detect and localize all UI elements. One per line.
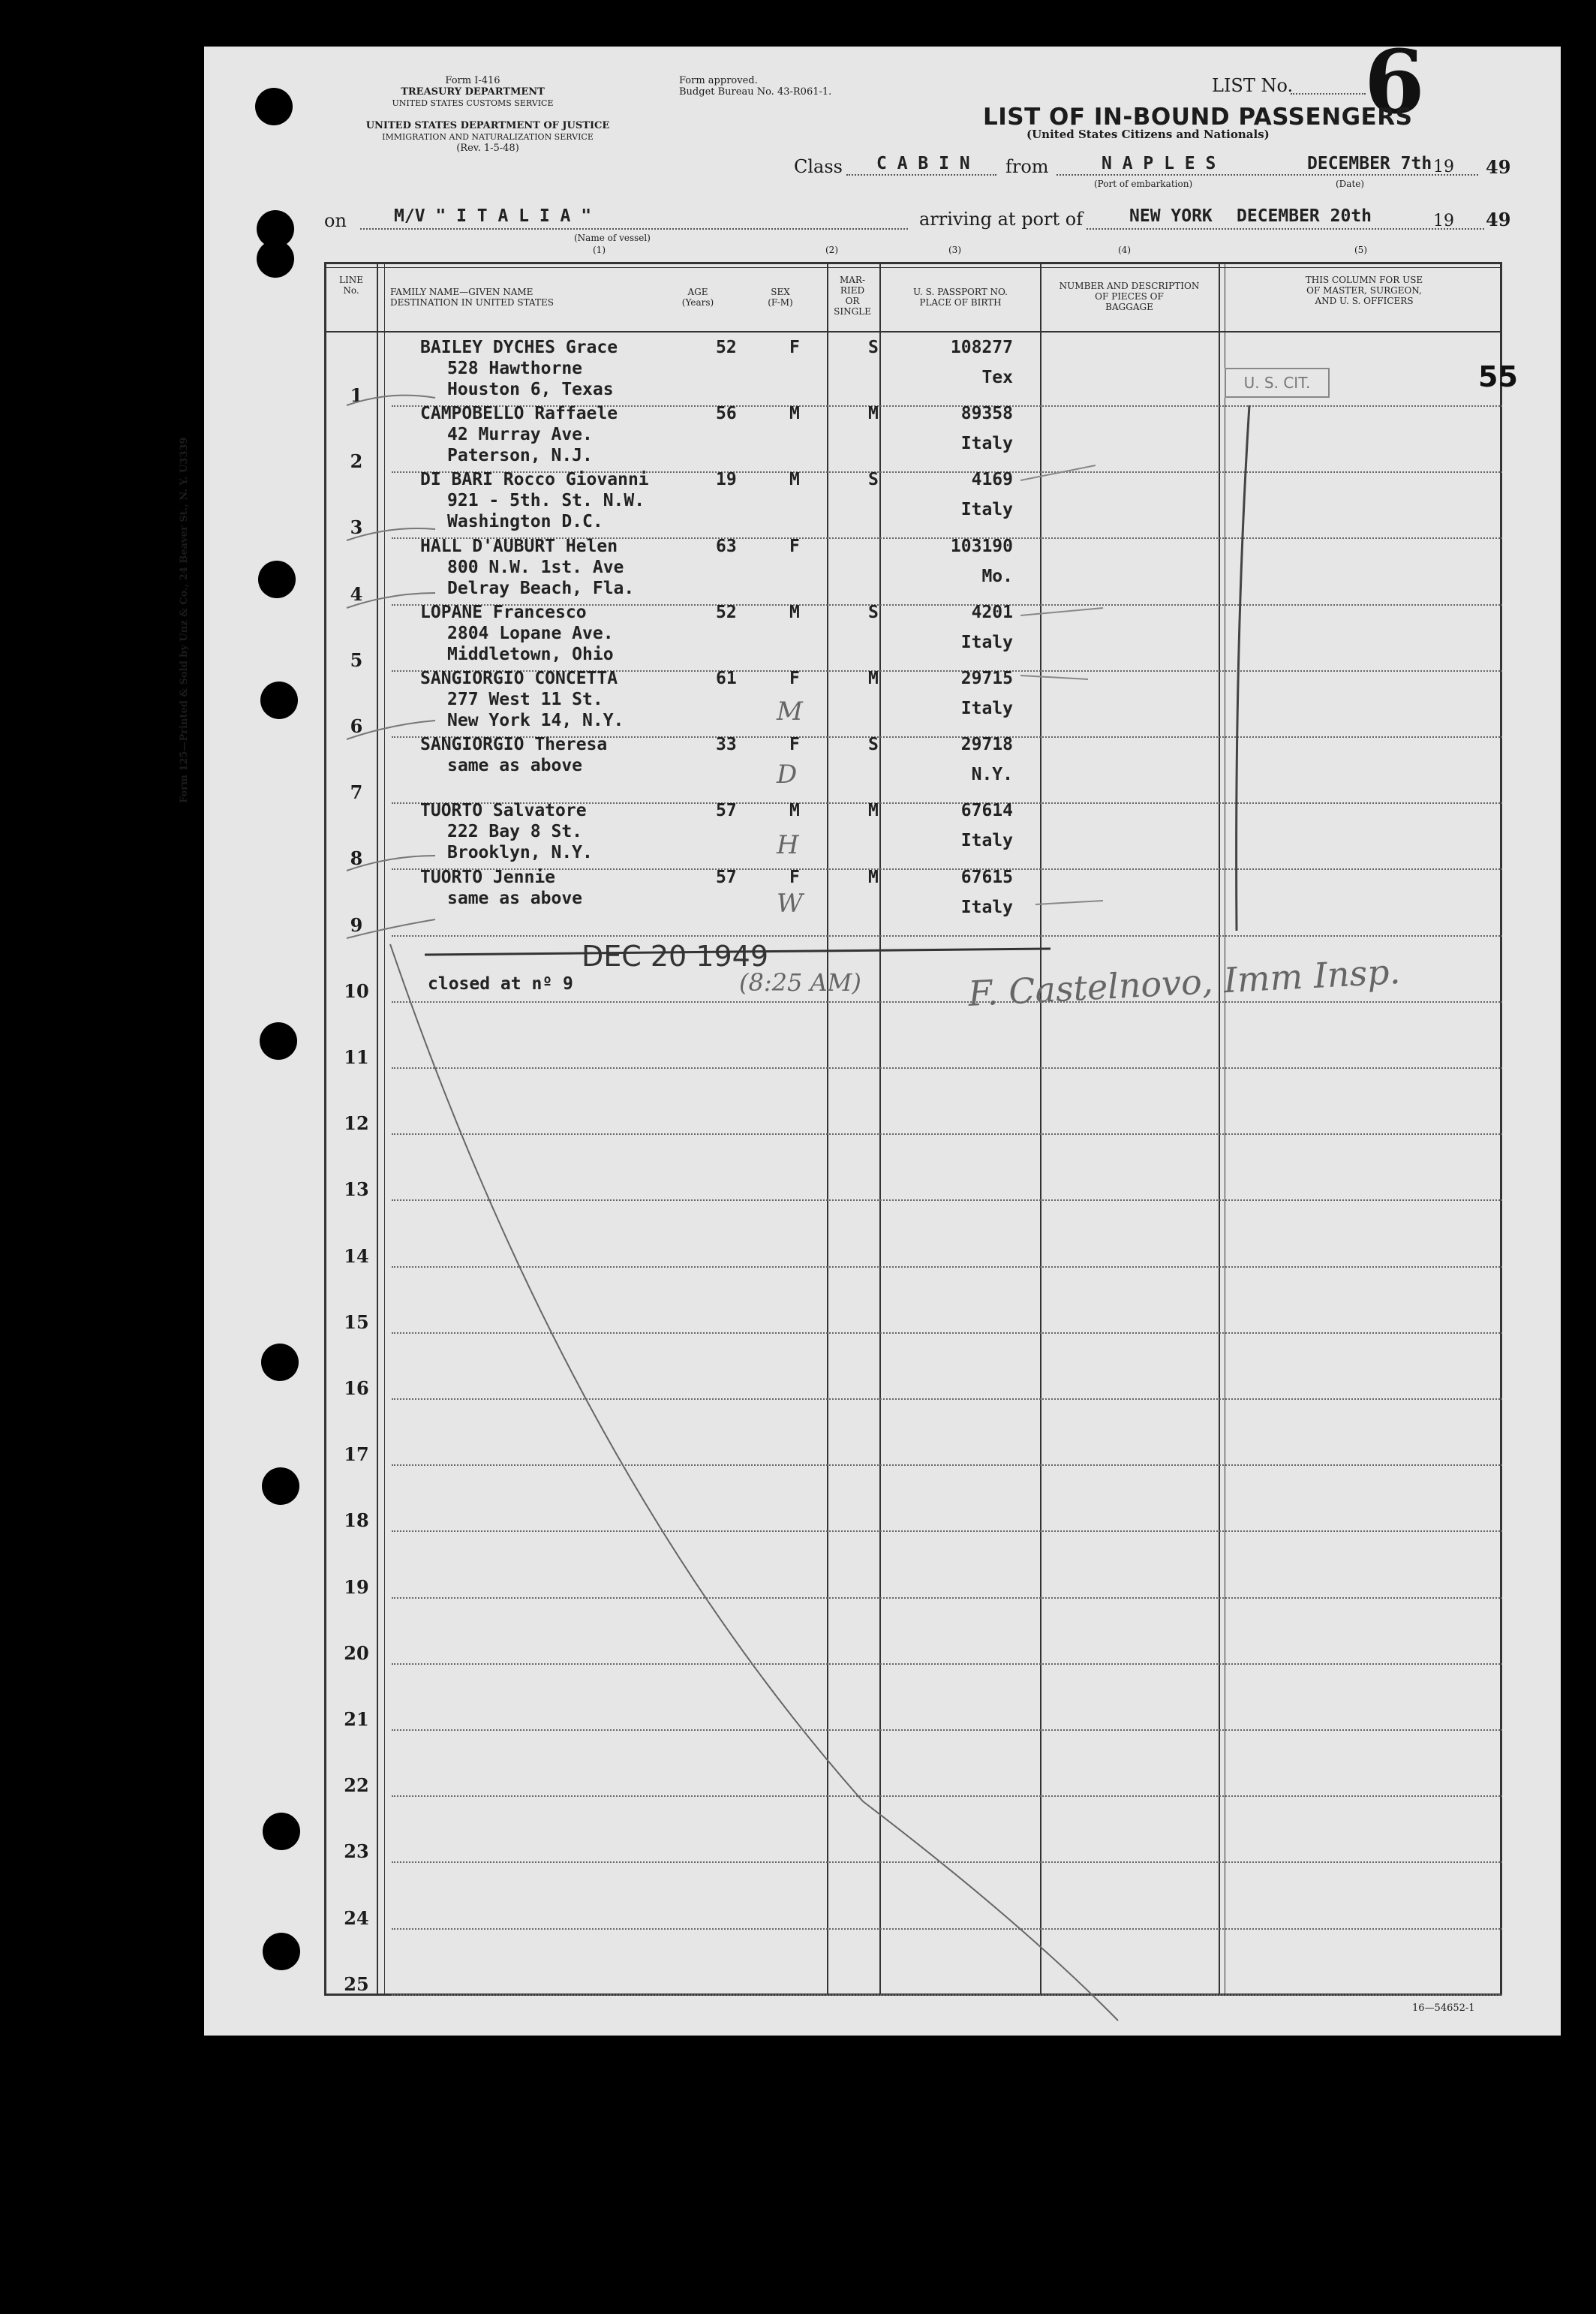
- binder-hole: [258, 561, 296, 598]
- binder-hole: [261, 1344, 299, 1381]
- col-num-4: (4): [1118, 245, 1131, 255]
- line-number: 25: [344, 1972, 369, 1995]
- class-label: Class: [794, 156, 843, 177]
- passenger-marital-status: S: [868, 338, 879, 357]
- row-rule: [392, 1067, 1502, 1069]
- binder-hole: [262, 1467, 299, 1505]
- margin-note: M: [777, 697, 803, 727]
- passenger-name: SANGIORGIO Theresa: [420, 735, 608, 755]
- line-number: 15: [344, 1310, 369, 1333]
- passenger-age: 56: [716, 404, 737, 424]
- col-head-name: FAMILY NAME—GIVEN NAME DESTINATION IN UNITED STATES: [390, 287, 554, 308]
- page-number: 55: [1478, 360, 1518, 393]
- birthplace: Mo.: [981, 566, 1013, 586]
- passenger-sex: F: [789, 735, 800, 755]
- row-rule: [392, 1597, 1502, 1599]
- margin-note: H: [777, 830, 799, 860]
- binder-hole: [263, 1813, 300, 1850]
- page-title: LIST OF IN-BOUND PASSENGERS: [983, 104, 1413, 131]
- year-prefix: 19: [1433, 158, 1454, 176]
- line-number: 10: [344, 979, 369, 1002]
- passenger-marital-status: M: [868, 669, 879, 688]
- margin-note: D: [777, 760, 798, 790]
- col-head-age: AGE (Years): [681, 287, 714, 308]
- line-number: 20: [344, 1641, 369, 1664]
- line-number: 5: [350, 648, 363, 671]
- row-rule: [392, 935, 1502, 937]
- line-number: 18: [344, 1509, 369, 1532]
- passenger-sex: F: [789, 338, 800, 357]
- passenger-marital-status: S: [868, 602, 879, 622]
- inspector-signature: F. Castelnovo, Imm Insp.: [966, 950, 1402, 1015]
- passenger-address: 277 West 11 St.: [447, 690, 603, 709]
- passport-number: 67615: [960, 867, 1013, 887]
- passenger-name: LOPANE Francesco: [420, 602, 587, 622]
- arrival-port: NEW YORK: [1129, 206, 1213, 226]
- binder-hole: [257, 240, 294, 278]
- passenger-sex: F: [789, 867, 800, 887]
- passenger-age: 52: [716, 602, 737, 622]
- binder-hole: [260, 1022, 297, 1060]
- page-subtitle: (United States Citizens and Nationals): [1026, 128, 1270, 141]
- row-rule: [392, 1861, 1502, 1863]
- passenger-sex: M: [789, 801, 800, 821]
- passenger-age: 61: [716, 669, 737, 688]
- col-num-5: (5): [1354, 245, 1367, 255]
- passenger-name: TUORTO Jennie: [420, 867, 556, 887]
- passenger-sex: M: [789, 404, 800, 424]
- birthplace: Italy: [960, 699, 1013, 718]
- col-head-sex: SEX (F-M): [768, 287, 793, 308]
- row-rule: [392, 1663, 1502, 1665]
- line-number: 12: [344, 1112, 369, 1135]
- passenger-city: Middletown, Ohio: [447, 644, 614, 664]
- binder-hole: [255, 88, 293, 125]
- col-head-officers: THIS COLUMN FOR USE OF MASTER, SURGEON, AND U. S. OFFICERS: [1305, 275, 1423, 306]
- line-number: 21: [344, 1708, 369, 1730]
- birthplace: Italy: [960, 500, 1013, 520]
- passenger-address: same as above: [447, 756, 583, 776]
- arriving-label: arriving at port of: [919, 209, 1084, 230]
- passenger-city: Delray Beach, Fla.: [447, 578, 635, 598]
- birthplace: Italy: [960, 434, 1013, 454]
- line-number: 22: [344, 1774, 369, 1797]
- col-head-line-no: LINE No.: [339, 275, 363, 296]
- passenger-marital-status: M: [868, 404, 879, 424]
- time-note: (8:25 AM): [739, 968, 861, 997]
- line-number: 2: [350, 450, 363, 473]
- row-rule: [392, 1729, 1502, 1731]
- passenger-name: HALL D'AUBURT Helen: [420, 536, 618, 556]
- birthplace: Italy: [960, 831, 1013, 851]
- passenger-name: SANGIORGIO CONCETTA: [420, 669, 618, 688]
- line-number: 13: [344, 1178, 369, 1201]
- line-number: 17: [344, 1443, 369, 1466]
- passenger-sex: M: [789, 470, 800, 490]
- vessel-name: M/V " I T A L I A ": [394, 206, 592, 226]
- passenger-age: 63: [716, 536, 737, 556]
- birthplace: N.Y.: [971, 765, 1013, 785]
- list-no-value: 6: [1364, 32, 1425, 134]
- passport-number: 89358: [960, 404, 1013, 424]
- from-label: from: [1005, 156, 1049, 177]
- footer-code: 16—54652-1: [1412, 2003, 1475, 2014]
- passenger-age: 52: [716, 338, 737, 357]
- row-rule: [392, 1332, 1502, 1334]
- passenger-city: Brooklyn, N.Y.: [447, 843, 593, 863]
- row-rule: [392, 1994, 1502, 1996]
- col-num-1: (1): [593, 245, 606, 255]
- arrival-date: DECEMBER 20th: [1237, 206, 1372, 226]
- passenger-city: Houston 6, Texas: [447, 380, 614, 399]
- arrival-year-suffix: 49: [1486, 209, 1511, 230]
- passenger-address: 528 Hawthorne: [447, 359, 583, 378]
- binder-hole: [263, 1933, 300, 1970]
- passport-number: 4201: [971, 602, 1013, 622]
- birthplace: Italy: [960, 897, 1013, 917]
- closed-note: closed at nº 9: [428, 974, 573, 994]
- binder-hole: [260, 682, 298, 719]
- passport-number: 67614: [960, 801, 1013, 821]
- passenger-marital-status: S: [868, 470, 879, 490]
- line-number: 23: [344, 1840, 369, 1863]
- port-caption: (Port of embarkation): [1094, 179, 1193, 189]
- passport-number: 4169: [971, 470, 1013, 490]
- row-rule: [392, 1530, 1502, 1532]
- passenger-marital-status: M: [868, 801, 879, 821]
- row-rule: [392, 1928, 1502, 1930]
- passenger-address: 921 - 5th. St. N.W.: [447, 491, 645, 511]
- passenger-city: Paterson, N.J.: [447, 446, 593, 466]
- date-stamp: DEC 20 1949: [582, 940, 769, 973]
- passenger-address: 2804 Lopane Ave.: [447, 623, 614, 643]
- row-rule: [392, 1464, 1502, 1466]
- passenger-city: New York 14, N.Y.: [447, 711, 624, 730]
- us-citizen-stamp: U. S. CIT.: [1225, 368, 1330, 398]
- line-number: 7: [350, 781, 363, 804]
- list-no-label: LIST No.: [1212, 75, 1294, 96]
- line-number: 16: [344, 1377, 369, 1399]
- line-number: 6: [350, 715, 363, 737]
- approval-block: Form approved. Budget Bureau No. 43-R061-1.: [679, 75, 832, 98]
- row-rule: [392, 1266, 1502, 1268]
- passenger-marital-status: M: [868, 867, 879, 887]
- line-number: 19: [344, 1575, 369, 1598]
- passenger-age: 57: [716, 801, 737, 821]
- passport-number: 29718: [960, 735, 1013, 755]
- passenger-address: 42 Murray Ave.: [447, 425, 593, 445]
- line-number: 1: [350, 384, 363, 406]
- line-number: 3: [350, 516, 363, 539]
- col-head-baggage: NUMBER AND DESCRIPTION OF PIECES OF BAGGAGE: [1059, 281, 1200, 312]
- col-num-3: (3): [948, 245, 961, 255]
- passport-number: 103190: [950, 536, 1013, 556]
- passenger-name: CAMPOBELLO Raffaele: [420, 404, 618, 424]
- line-number: 14: [344, 1244, 369, 1267]
- row-rule: [392, 1133, 1502, 1135]
- passenger-address: 800 N.W. 1st. Ave: [447, 557, 624, 577]
- passport-number: 108277: [950, 338, 1013, 357]
- passenger-age: 33: [716, 735, 737, 755]
- line-number: 8: [350, 847, 363, 870]
- col-num-2: (2): [825, 245, 838, 255]
- on-label: on: [324, 210, 347, 231]
- form-block: Form I-416 TREASURY DEPARTMENT UNITED STATES CUSTOMS SERVICE: [392, 75, 554, 108]
- port-of-embarkation: N A P L E S: [1102, 154, 1216, 173]
- date-caption: (Date): [1336, 179, 1365, 189]
- passenger-age: 57: [716, 867, 737, 887]
- passenger-age: 19: [716, 470, 737, 490]
- row-rule: [392, 1001, 1502, 1003]
- margin-note: W: [777, 889, 803, 919]
- col-head-passport: U. S. PASSPORT NO. PLACE OF BIRTH: [913, 287, 1008, 308]
- row-rule: [392, 1199, 1502, 1201]
- side-printer-imprint: Form 125—Printed & Sold by Unz & Co., 24 Beaver St., N. Y. U3339: [179, 437, 190, 803]
- departure-date: DECEMBER 7th: [1307, 154, 1432, 173]
- line-number: 9: [350, 913, 363, 936]
- department-block: UNITED STATES DEPARTMENT OF JUSTICE IMMIGRATION AND NATURALIZATION SERVICE (Rev. 1-5-48): [365, 120, 610, 154]
- passenger-address: 222 Bay 8 St.: [447, 822, 583, 842]
- arrival-year-prefix: 19: [1433, 212, 1454, 230]
- year-suffix: 49: [1486, 156, 1511, 178]
- passenger-marital-status: S: [868, 735, 879, 755]
- row-rule: [392, 1795, 1502, 1797]
- passenger-sex: F: [789, 669, 800, 688]
- birthplace: Italy: [960, 632, 1013, 652]
- passenger-name: DI BARI Rocco Giovanni: [420, 470, 649, 490]
- row-rule: [392, 1398, 1502, 1400]
- col-head-married: MAR- RIED OR SINGLE: [834, 275, 871, 317]
- class-value: C A B I N: [876, 154, 970, 173]
- passenger-sex: M: [789, 602, 800, 622]
- vessel-caption: (Name of vessel): [574, 233, 651, 243]
- passport-number: 29715: [960, 669, 1013, 688]
- birthplace: Tex: [981, 368, 1013, 387]
- passenger-name: TUORTO Salvatore: [420, 801, 587, 821]
- passenger-address: same as above: [447, 888, 583, 908]
- passenger-sex: F: [789, 536, 800, 556]
- passenger-name: BAILEY DYCHES Grace: [420, 338, 618, 357]
- passenger-city: Washington D.C.: [447, 512, 603, 532]
- line-number: 11: [344, 1046, 369, 1068]
- line-number: 24: [344, 1906, 369, 1929]
- line-number: 4: [350, 582, 363, 605]
